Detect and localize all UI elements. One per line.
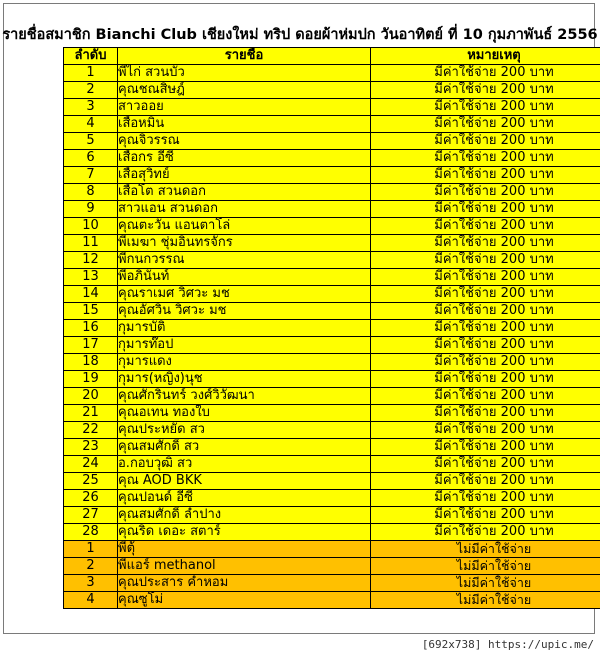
table-row-free [64,558,600,575]
table-row-paid [64,337,600,354]
cell-note: มีค่าใช้จ่าย 200 บาท [371,99,600,116]
cell-index: 25 [64,473,118,490]
cell-name: คุณชณสิษฎ์ [118,82,371,99]
cell-name: คุณปอนด์ อีซี่ [118,490,371,507]
cell-name: เสือโต สวนดอก [118,184,371,201]
cell-index: 3 [64,575,118,592]
cell-index: 4 [64,592,118,609]
cell-note: ไม่มีค่าใช้จ่าย [371,558,600,575]
cell-name: คุณประหยัด สว [118,422,371,439]
cell-name: สาวแอน สวนดอก [118,201,371,218]
cell-note: มีค่าใช้จ่าย 200 บาท [371,201,600,218]
table-row-free [64,575,600,592]
cell-note: มีค่าใช้จ่าย 200 บาท [371,422,600,439]
table-row-paid [64,184,600,201]
cell-note: มีค่าใช้จ่าย 200 บาท [371,320,600,337]
cell-index: 10 [64,218,118,235]
cell-note: มีค่าใช้จ่าย 200 บาท [371,133,600,150]
cell-note: มีค่าใช้จ่าย 200 บาท [371,252,600,269]
cell-name: คุณประสาร คำหอม [118,575,371,592]
cell-name: พี่อภินันท์ [118,269,371,286]
member-table [63,47,600,609]
cell-note: มีค่าใช้จ่าย 200 บาท [371,405,600,422]
page-title: รายชื่อสมาชิก Bianchi Club เชียงใหม่ ทริป ดอยผ้าห่มปก วันอาทิตย์ ที่ 10 กุมภาพันธ์ 2556 [2,27,598,43]
table-row-paid [64,490,600,507]
table-row-paid [64,218,600,235]
table-row-paid [64,422,600,439]
cell-index: 6 [64,150,118,167]
cell-index: 8 [64,184,118,201]
cell-note: มีค่าใช้จ่าย 200 บาท [371,150,600,167]
table-row-paid [64,99,600,116]
cell-note: มีค่าใช้จ่าย 200 บาท [371,116,600,133]
cell-note: มีค่าใช้จ่าย 200 บาท [371,184,600,201]
cell-name: พี่ตุ้ [118,541,371,558]
table-row-paid [64,235,600,252]
cell-note: ไม่มีค่าใช้จ่าย [371,541,600,558]
cell-name: เสือกร อีซี่ [118,150,371,167]
header-index: ลำดับ [64,48,118,65]
cell-name: อ.กอบวุฒิ สว [118,456,371,473]
cell-note: มีค่าใช้จ่าย 200 บาท [371,65,600,82]
cell-note: มีค่าใช้จ่าย 200 บาท [371,490,600,507]
cell-index: 15 [64,303,118,320]
cell-index: 1 [64,65,118,82]
table-row-paid [64,473,600,490]
table-row-paid [64,167,600,184]
cell-name: กุมารท๊อป [118,337,371,354]
cell-index: 13 [64,269,118,286]
table-row-paid [64,320,600,337]
cell-index: 2 [64,558,118,575]
cell-note: มีค่าใช้จ่าย 200 บาท [371,473,600,490]
cell-note: มีค่าใช้จ่าย 200 บาท [371,82,600,99]
cell-index: 23 [64,439,118,456]
header-note: หมายเหตุ [371,48,600,65]
cell-index: 20 [64,388,118,405]
member-table-body [64,48,600,609]
table-row-paid [64,439,600,456]
cell-name: สาวออย [118,99,371,116]
cell-note: มีค่าใช้จ่าย 200 บาท [371,456,600,473]
cell-index: 21 [64,405,118,422]
table-row-paid [64,371,600,388]
cell-index: 24 [64,456,118,473]
table-row-free [64,592,600,609]
cell-index: 26 [64,490,118,507]
cell-index: 22 [64,422,118,439]
cell-index: 9 [64,201,118,218]
cell-name: กุมารแดง [118,354,371,371]
cell-name: เสือหมิน [118,116,371,133]
cell-note: มีค่าใช้จ่าย 200 บาท [371,303,600,320]
cell-index: 19 [64,371,118,388]
cell-note: ไม่มีค่าใช้จ่าย [371,575,600,592]
cell-index: 3 [64,99,118,116]
table-row-paid [64,303,600,320]
cell-index: 17 [64,337,118,354]
header-name: รายชื่อ [118,48,371,65]
table-row-paid [64,286,600,303]
cell-name: คุณอัศวิน วิศวะ มช [118,303,371,320]
cell-name: คุณซูโม่ [118,592,371,609]
cell-index: 7 [64,167,118,184]
cell-name: พี่กนกวรรณ [118,252,371,269]
cell-name: คุณอเทน ทองใบ [118,405,371,422]
table-row-paid [64,201,600,218]
cell-note: มีค่าใช้จ่าย 200 บาท [371,524,600,541]
cell-note: มีค่าใช้จ่าย 200 บาท [371,337,600,354]
cell-name: พี่ไก่ สวนบัว [118,65,371,82]
cell-index: 27 [64,507,118,524]
cell-index: 28 [64,524,118,541]
cell-name: กุมารบัติ [118,320,371,337]
table-row-paid [64,65,600,82]
cell-name: คุณราเมศ วิศวะ มช [118,286,371,303]
table-row-paid [64,150,600,167]
table-row-free [64,541,600,558]
cell-name: คุณจิวรรณ [118,133,371,150]
table-header-row [64,48,600,65]
cell-index: 5 [64,133,118,150]
cell-note: ไม่มีค่าใช้จ่าย [371,592,600,609]
cell-note: มีค่าใช้จ่าย 200 บาท [371,286,600,303]
cell-note: มีค่าใช้จ่าย 200 บาท [371,354,600,371]
cell-name: คุณศักรินทร์ วงศ์วิวัฒนา [118,388,371,405]
cell-name: คุณ AOD BKK [118,473,371,490]
cell-note: มีค่าใช้จ่าย 200 บาท [371,167,600,184]
table-row-paid [64,116,600,133]
cell-name: เสือสุวิทย์ [118,167,371,184]
cell-name: พี่แอร์ methanol [118,558,371,575]
cell-name: คุณสมศักดิ์ ลำปาง [118,507,371,524]
cell-index: 18 [64,354,118,371]
table-row-paid [64,524,600,541]
cell-name: คุณริด เดอะ สตาร์ [118,524,371,541]
table-row-paid [64,252,600,269]
cell-name: คุณตะวัน แอนตาโล่ [118,218,371,235]
table-row-paid [64,405,600,422]
table-row-paid [64,354,600,371]
cell-name: คุณสมศักดิ์ สว [118,439,371,456]
cell-name: พี่เมฆา ชุ่มอินทรจักร [118,235,371,252]
cell-note: มีค่าใช้จ่าย 200 บาท [371,218,600,235]
table-row-paid [64,507,600,524]
cell-name: กุมาร(หญิง)นุช [118,371,371,388]
cell-note: มีค่าใช้จ่าย 200 บาท [371,507,600,524]
cell-note: มีค่าใช้จ่าย 200 บาท [371,235,600,252]
table-row-paid [64,269,600,286]
cell-index: 1 [64,541,118,558]
cell-index: 14 [64,286,118,303]
table-row-paid [64,388,600,405]
cell-note: มีค่าใช้จ่าย 200 บาท [371,388,600,405]
cell-note: มีค่าใช้จ่าย 200 บาท [371,371,600,388]
cell-note: มีค่าใช้จ่าย 200 บาท [371,269,600,286]
cell-index: 12 [64,252,118,269]
cell-index: 11 [64,235,118,252]
table-row-paid [64,133,600,150]
table-row-paid [64,82,600,99]
cell-note: มีค่าใช้จ่าย 200 บาท [371,439,600,456]
watermark-text: [692x738] https://upic.me/ [421,638,594,651]
table-row-paid [64,456,600,473]
cell-index: 2 [64,82,118,99]
cell-index: 4 [64,116,118,133]
cell-index: 16 [64,320,118,337]
